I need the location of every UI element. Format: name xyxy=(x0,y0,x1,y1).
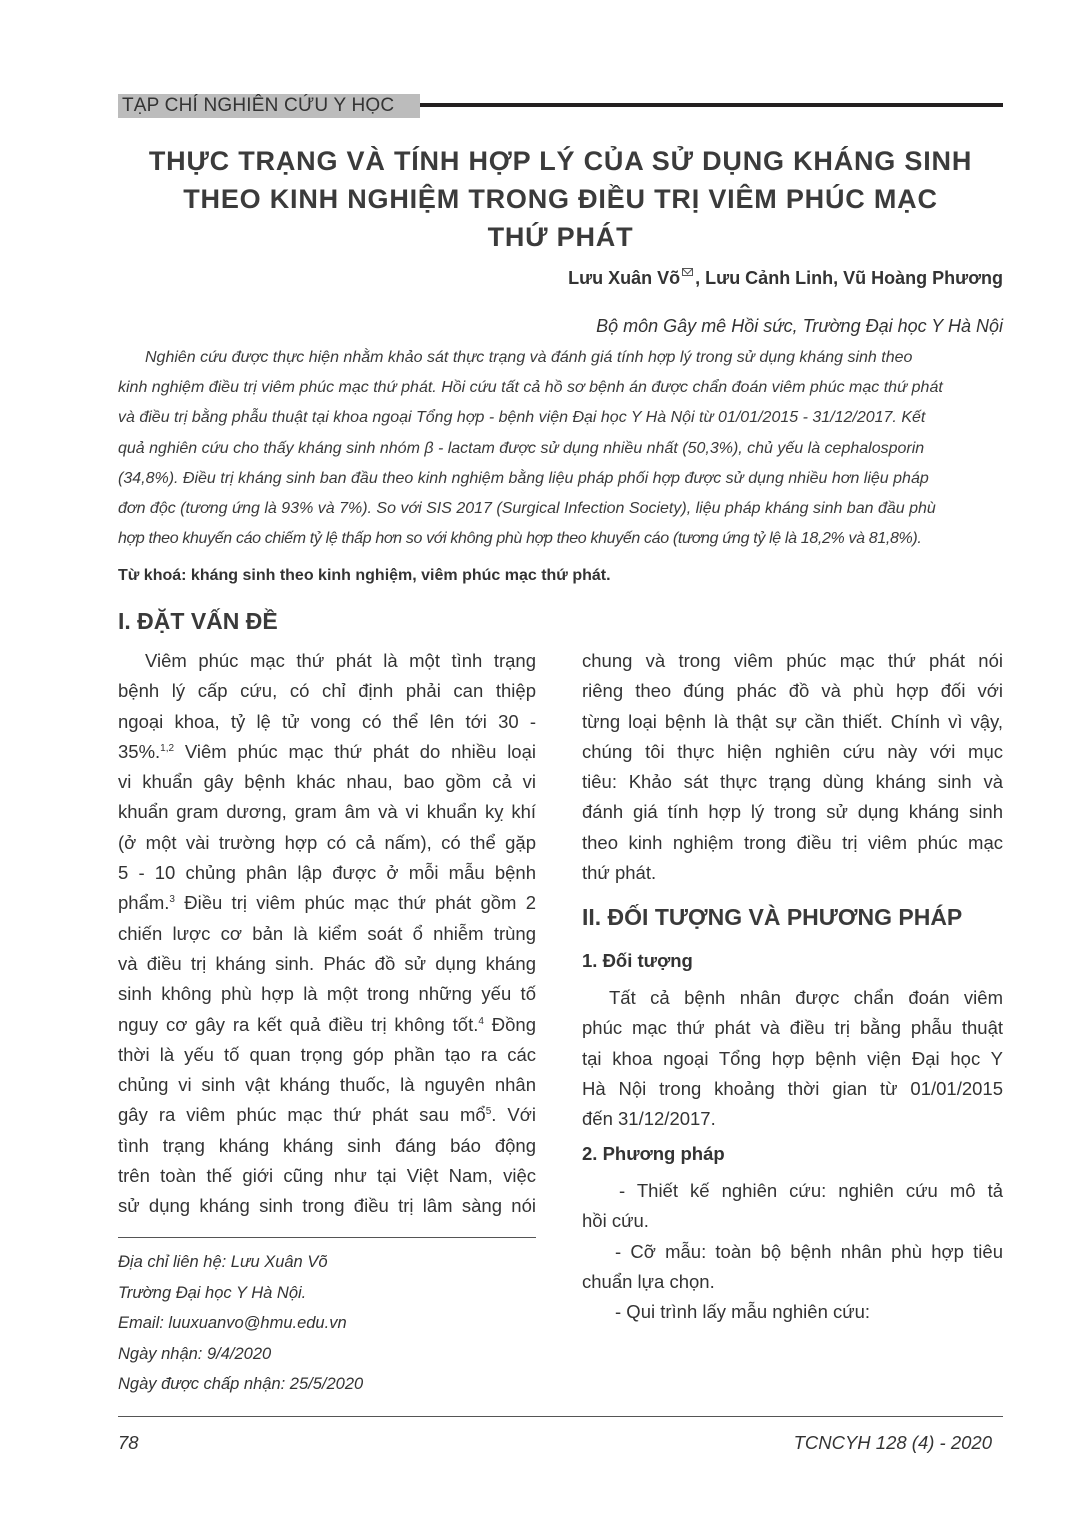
body-line: 5 - 10 chủng phân lập được ở mỗi mẫu bệnh xyxy=(118,862,536,884)
body-line: thời là yếu tố quan trọng góp phần tạo ra các xyxy=(118,1043,536,1065)
footer-rule xyxy=(118,1416,1003,1417)
body-line: tại khoa ngoại Tổng hợp bệnh viện Đại học Y xyxy=(582,1047,1003,1069)
body-line: hồi cứu. xyxy=(582,1210,649,1232)
journal-issue: TCNCYH 128 (4) - 2020 xyxy=(793,1432,992,1453)
body-line xyxy=(118,1010,536,1040)
abstract-line: hợp theo khuyến cáo chiếm tỷ lệ thấp hơn so với không phù hợp theo khuyến cáo (tương ứng tỷ lệ là 18,2% và 81,8%). xyxy=(118,530,922,548)
body-line: sử dụng kháng sinh trong điều trị lâm sàng nói xyxy=(118,1195,536,1217)
body-line: chiến lược cơ bản là kiểm soát ổ nhiễm trùng xyxy=(118,922,536,944)
body-line xyxy=(118,737,536,767)
body-line: chung và trong viêm phúc mạc thứ phát nói xyxy=(582,650,1003,671)
body-text: Viêm phúc mạc thứ phát do nhiều loại xyxy=(174,740,536,762)
citation-superscript: 3 xyxy=(169,894,175,906)
body-line xyxy=(118,888,536,918)
abstract-line: đơn độc (tương ứng là 93% và 7%). So với SIS 2017 (Surgical Infection Society), liệu pháp kháng sinh ban đầu phù xyxy=(118,500,936,518)
body-line: Viêm phúc mạc thứ phát là một tình trạng xyxy=(145,650,536,671)
author-name: Lưu Xuân Võ xyxy=(568,268,681,288)
body-line: và điều trị kháng sinh. Phác đồ sử dụng kháng xyxy=(118,952,536,974)
body-line: khuẩn gram dương, gram âm và vi khuẩn kỵ khí xyxy=(118,801,536,823)
abstract-line: và điều trị bằng phẫu thuật tại khoa ngoại Tổng hợp - bệnh viện Đại học Y Hà Nội từ 01/01/2015 - 31/12/2017. Kết xyxy=(118,409,926,427)
page-number: 78 xyxy=(118,1432,139,1453)
section-heading-introduction: I. ĐẶT VẤN ĐỀ xyxy=(118,608,278,634)
body-line: tiêu: Khảo sát thực trạng dùng kháng sinh và xyxy=(582,771,1003,793)
body-text: Điều trị viêm phúc mạc thứ phát gồm 2 xyxy=(174,892,536,914)
body-text: phẩm. xyxy=(118,892,170,914)
journal-name: TẠP CHÍ NGHIÊN CỨU Y HỌC xyxy=(118,94,420,118)
citation-superscript: 4 xyxy=(478,1015,484,1027)
body-line: - Qui trình lấy mẫu nghiên cứu: xyxy=(615,1301,871,1323)
footnote-line: Ngày nhận: 9/4/2020 xyxy=(118,1344,272,1363)
body-line xyxy=(118,1100,536,1130)
keywords: Từ khoá: kháng sinh theo kinh nghiệm, viêm phúc mạc thứ phát. xyxy=(118,567,611,584)
subjects-text xyxy=(582,983,1003,1134)
body-line: - Thiết kế nghiên cứu: nghiên cứu mô tả xyxy=(619,1180,1003,1201)
header-rule xyxy=(420,103,1003,107)
methods-text xyxy=(582,1176,1003,1327)
body-line: vi khuẩn gây bệnh khác nhau, bao gồm cả vi xyxy=(118,771,536,793)
abstract-line: (34,8%). Điều trị kháng sinh ban đầu theo kinh nghiệm bằng liệu pháp phối hợp được sử dụng nhiều hơn liệu pháp xyxy=(118,469,929,487)
body-line: ngoại khoa, tỷ lệ tử vong có thể lên tới 30 - xyxy=(118,710,536,732)
footnote-line: Trường Đại học Y Hà Nội. xyxy=(118,1283,307,1302)
author-list xyxy=(568,268,1003,289)
envelope-icon xyxy=(682,268,693,276)
footnote-rule xyxy=(118,1237,536,1238)
body-text: nguy cơ gây ra kết quả điều trị không tốt. xyxy=(118,1013,479,1035)
body-text: 35%. xyxy=(118,740,161,762)
body-line: Hà Nội trong khoảng thời gian từ 01/01/2015 xyxy=(582,1077,1003,1099)
body-line: riêng theo đúng phác đồ và phù hợp đối với xyxy=(582,680,1003,702)
body-line: chuẩn lựa chọn. xyxy=(582,1270,715,1292)
article-title xyxy=(118,142,1003,256)
subsection-heading-methods: 2. Phương pháp xyxy=(582,1143,725,1164)
title-line: THỨ PHÁT xyxy=(487,222,634,252)
abstract-line: Nghiên cứu được thực hiện nhằm khảo sát thực trạng và đánh giá tính hợp lý trong sử dụng kháng sinh theo xyxy=(145,349,913,366)
correspondence-footnote xyxy=(118,1247,363,1400)
body-line: Tất cả bệnh nhân được chẩn đoán viêm xyxy=(609,987,1003,1008)
body-line: bệnh lý cấp cứu, có chỉ định phải can thiệp xyxy=(118,680,536,702)
citation-superscript: 1,2 xyxy=(160,742,175,754)
title-line: THỰC TRẠNG VÀ TÍNH HỢP LÝ CỦA SỬ DỤNG KHÁNG SINH xyxy=(148,146,973,176)
body-text: . Với xyxy=(491,1104,536,1126)
abstract-line: quả nghiên cứu cho thấy kháng sinh nhóm β - lactam được sử dụng nhiều nhất (50,3%), chủ yếu là cephalosporin xyxy=(118,439,925,457)
body-line: chủng vi sinh vật kháng thuốc, là nguyên nhân xyxy=(118,1074,536,1096)
section-heading-methods: II. ĐỐI TƯỢNG VÀ PHƯƠNG PHÁP xyxy=(582,904,963,930)
subsection-heading-subjects: 1. Đối tượng xyxy=(582,950,693,971)
abstract-line: kinh nghiệm điều trị viêm phúc mạc thứ phát. Hồi cứu tất cả hồ sơ bệnh án được chẩn đoán viêm phúc mạc thứ phát xyxy=(118,379,943,397)
body-line: đến 31/12/2017. xyxy=(582,1108,716,1130)
footnote-line: Ngày được chấp nhận: 25/5/2020 xyxy=(118,1375,364,1393)
body-line: - Cỡ mẫu: toàn bộ bệnh nhân phù hợp tiêu xyxy=(615,1240,1003,1262)
body-text: gây ra viêm phúc mạc thứ phát sau mổ xyxy=(118,1104,486,1126)
body-text: Đồng xyxy=(483,1013,536,1035)
title-line: THEO KINH NGHIỆM TRONG ĐIỀU TRỊ VIÊM PHÚC MẠC xyxy=(183,184,938,214)
citation-superscript: 5 xyxy=(485,1106,492,1118)
body-line: trên toàn thế giới cũng như tại Việt Nam, việc xyxy=(118,1165,536,1187)
footnote-line: Địa chỉ liên hệ: Lưu Xuân Võ xyxy=(118,1253,328,1271)
body-line: sinh không phù hợp là một trong những yếu tố xyxy=(118,983,536,1005)
author-names-rest: , Lưu Cảnh Linh, Vũ Hoàng Phương xyxy=(695,268,1003,288)
affiliation: Bộ môn Gây mê Hồi sức, Trường Đại học Y Hà Nội xyxy=(596,316,1003,336)
running-header xyxy=(118,90,1003,120)
right-column-text xyxy=(582,646,1003,888)
body-line: thứ phát. xyxy=(582,862,657,884)
body-line: đánh giá tính hợp lý trong sử dụng kháng sinh xyxy=(582,801,1003,823)
body-line: chúng tôi thực hiện nghiên cứu này với mục xyxy=(582,740,1003,762)
body-line: tình trạng kháng kháng sinh đáng báo động xyxy=(118,1134,536,1156)
body-line: theo kinh nghiệm trong điều trị viêm phúc mạc xyxy=(582,831,1003,853)
body-line: phúc mạc thứ phát và điều trị bằng phẫu thuật xyxy=(582,1017,1003,1039)
body-line: (ở một vài trường hợp có cả nấm), có thể gặp xyxy=(118,831,536,853)
left-column-text xyxy=(118,646,536,1222)
footnote-line: Email: luuxuanvo@hmu.edu.vn xyxy=(118,1314,347,1332)
body-line: từng loại bệnh là thật sự cần thiết. Chính vì vậy, xyxy=(582,710,1003,732)
abstract xyxy=(118,343,1003,554)
